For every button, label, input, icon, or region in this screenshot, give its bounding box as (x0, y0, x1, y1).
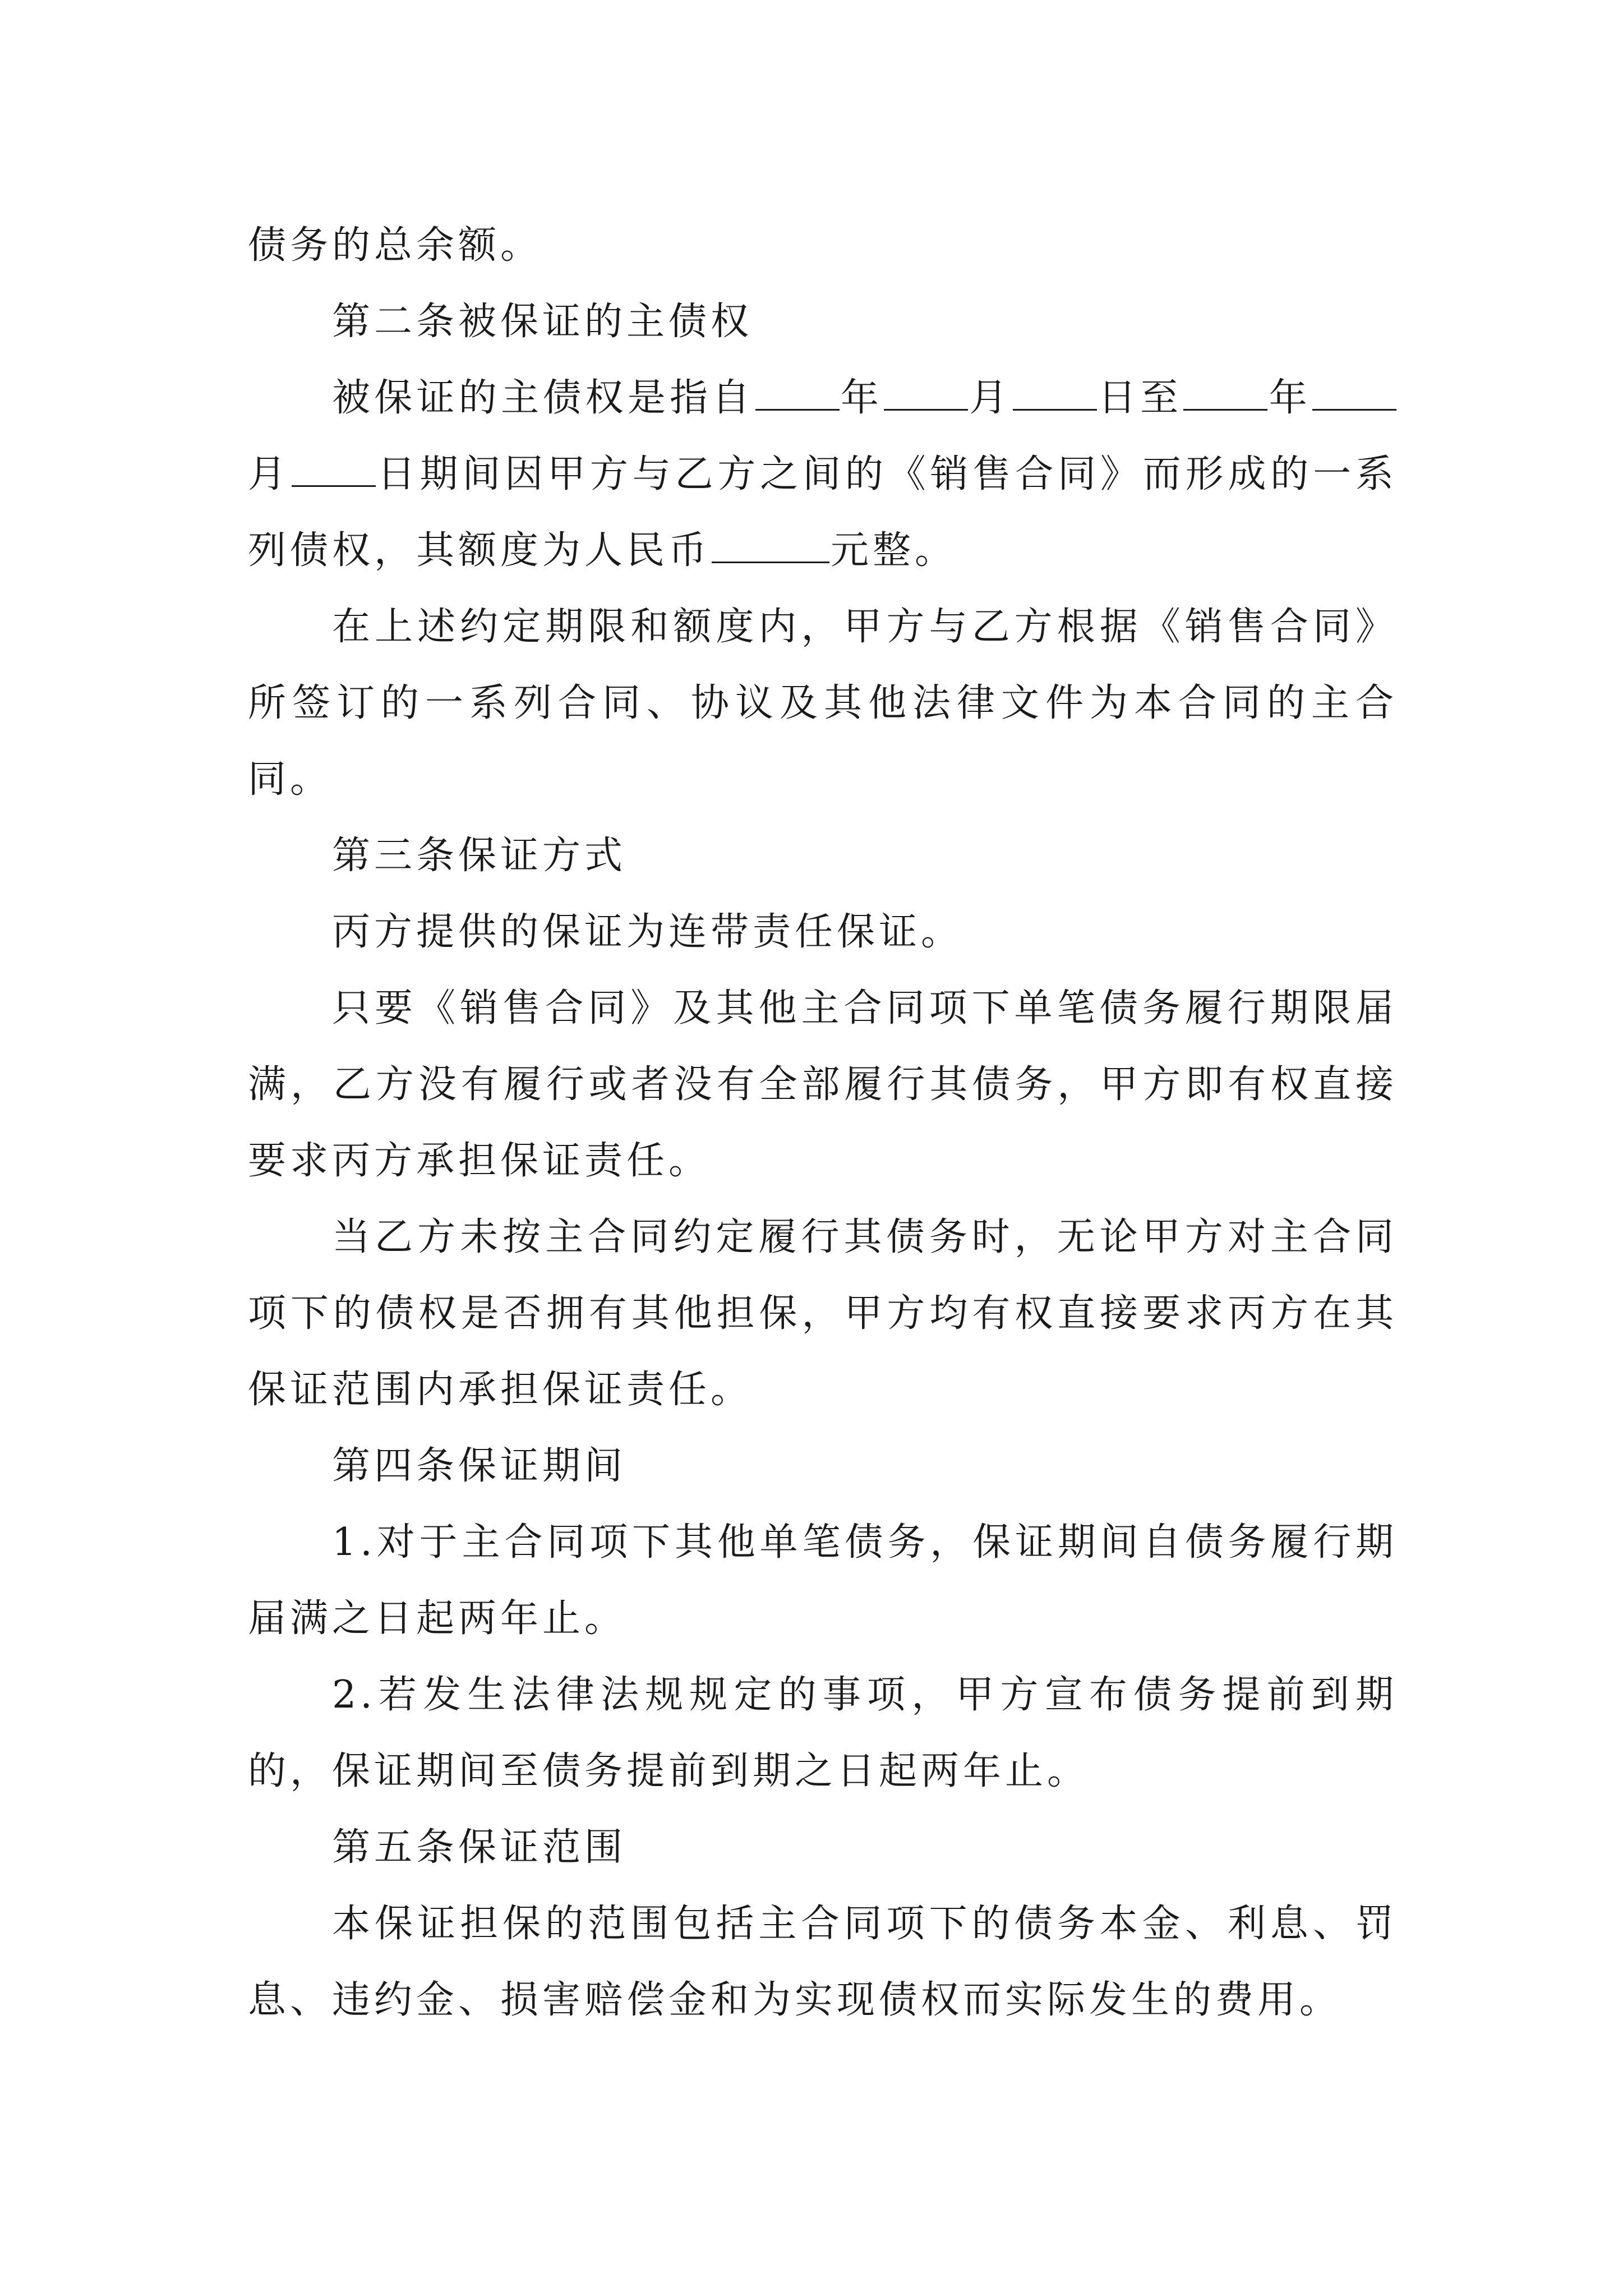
blank-end-year (1183, 375, 1267, 411)
article-2-paragraph-2: 在上述约定期限和额度内，甲方与乙方根据《销售合同》所签订的一系列合同、协议及其他法律文件为本合同的主合同。 (248, 605, 1398, 802)
text-segment: 日至 (1098, 376, 1183, 420)
article-5-heading: 第五条保证范围 (332, 1825, 627, 1870)
blank-end-month (1312, 375, 1396, 411)
text-segment: 月 (969, 376, 1012, 420)
text-segment: 年 (1269, 376, 1311, 420)
text-segment: 日期间因甲方与乙方之间的《销售合同》而形成的一系列债权，其额度为人民币 (248, 452, 1398, 573)
paragraph-continuation: 债务的总余额。 (248, 223, 543, 268)
text-segment: 年 (840, 376, 883, 420)
article-2-paragraph-1 (248, 360, 1398, 589)
article-5-paragraph-1: 本保证担保的范围包括主合同项下的债务本金、利息、罚息、违约金、损害赔偿金和为实现债权而实际发生的费用。 (248, 1902, 1398, 2022)
article-3-heading: 第三条保证方式 (332, 834, 627, 878)
article-3-paragraph-3: 当乙方未按主合同约定履行其债务时，无论甲方对主合同项下的债权是否拥有其他担保，甲方均有权直接要求丙方在其保证范围内承担保证责任。 (248, 1215, 1398, 1412)
text-segment: 被保证的主债权是指自 (332, 376, 754, 420)
document-body (248, 208, 1398, 2039)
blank-amount (712, 528, 829, 563)
article-4-item-1: 1.对于主合同项下其他单笔债务，保证期间自债务履行期届满之日起两年止。 (248, 1520, 1398, 1641)
blank-start-day (1013, 375, 1097, 411)
blank-end-day (292, 452, 376, 487)
blank-start-year (755, 375, 840, 411)
blank-start-month (884, 375, 968, 411)
article-3-paragraph-2: 只要《销售合同》及其他主合同项下单笔债务履行期限届满，乙方没有履行或者没有全部履行其债务，甲方即有权直接要求丙方承担保证责任。 (248, 986, 1398, 1183)
text-segment: 元整。 (831, 528, 957, 573)
article-4-heading: 第四条保证期间 (332, 1444, 627, 1488)
text-segment: 月 (248, 452, 291, 496)
article-2-heading: 第二条被保证的主债权 (332, 300, 753, 344)
article-4-item-2: 2.若发生法律法规规定的事项，甲方宣布债务提前到期的，保证期间至债务提前到期之日起两年止。 (248, 1673, 1398, 1793)
article-3-paragraph-1: 丙方提供的保证为连带责任保证。 (332, 910, 963, 954)
